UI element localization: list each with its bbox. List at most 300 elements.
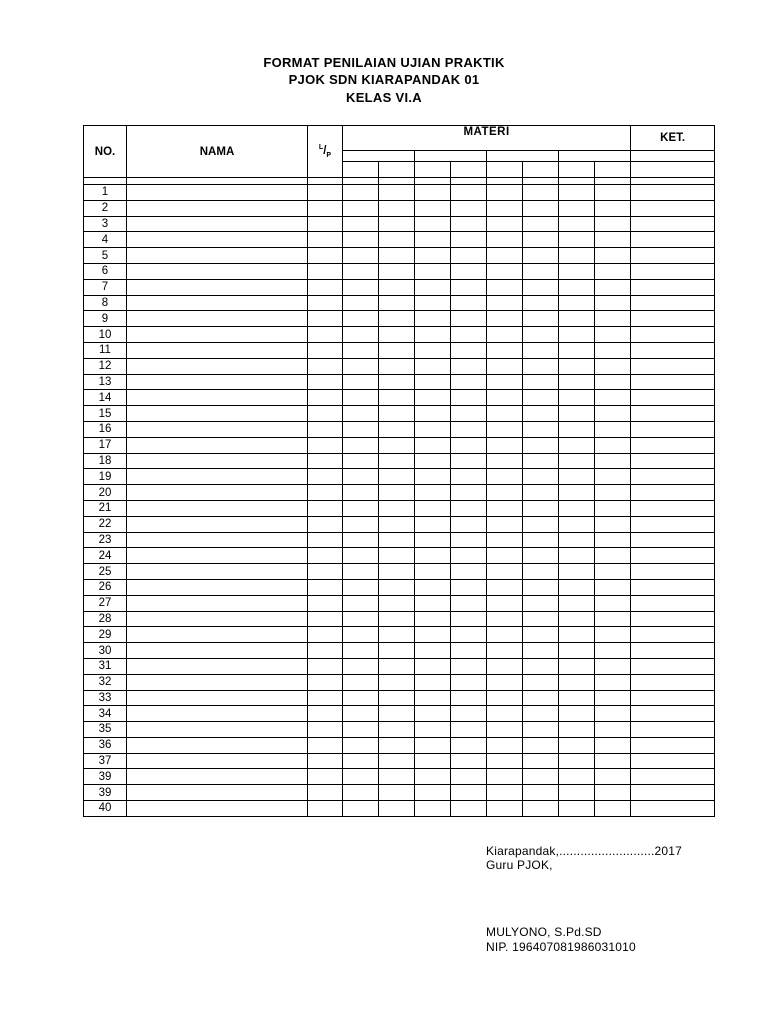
score-cell[interactable] [595,311,631,327]
score-cell[interactable] [415,722,451,738]
score-cell[interactable] [523,516,559,532]
gender-cell[interactable] [308,295,343,311]
name-cell[interactable] [127,737,308,753]
score-cell[interactable] [523,753,559,769]
score-cell[interactable] [379,674,415,690]
score-cell[interactable] [595,595,631,611]
score-cell[interactable] [343,595,379,611]
score-cell[interactable] [559,706,595,722]
score-cell[interactable] [379,548,415,564]
gender-cell[interactable] [308,263,343,279]
score-cell[interactable] [559,564,595,580]
score-cell[interactable] [595,216,631,232]
score-cell[interactable] [379,216,415,232]
name-cell[interactable] [127,185,308,201]
score-cell[interactable] [523,658,559,674]
score-cell[interactable] [451,453,487,469]
ket-cell[interactable] [631,690,715,706]
score-cell[interactable] [523,769,559,785]
gender-cell[interactable] [308,390,343,406]
score-cell[interactable] [487,753,523,769]
gender-cell[interactable] [308,627,343,643]
score-cell[interactable] [451,248,487,264]
score-cell[interactable] [487,390,523,406]
score-cell[interactable] [559,595,595,611]
score-cell[interactable] [379,437,415,453]
ket-cell[interactable] [631,216,715,232]
score-cell[interactable] [523,421,559,437]
ket-cell[interactable] [631,611,715,627]
score-cell[interactable] [523,327,559,343]
name-cell[interactable] [127,406,308,422]
score-cell[interactable] [523,674,559,690]
name-cell[interactable] [127,232,308,248]
score-cell[interactable] [559,785,595,801]
score-cell[interactable] [559,216,595,232]
score-cell[interactable] [559,327,595,343]
ket-cell[interactable] [631,500,715,516]
score-cell[interactable] [415,232,451,248]
name-cell[interactable] [127,690,308,706]
score-cell[interactable] [487,374,523,390]
gender-cell[interactable] [308,643,343,659]
score-cell[interactable] [487,185,523,201]
score-cell[interactable] [415,327,451,343]
score-cell[interactable] [379,453,415,469]
score-cell[interactable] [487,690,523,706]
score-cell[interactable] [559,185,595,201]
score-cell[interactable] [595,500,631,516]
name-cell[interactable] [127,532,308,548]
score-cell[interactable] [415,753,451,769]
score-cell[interactable] [343,453,379,469]
score-cell[interactable] [523,595,559,611]
score-cell[interactable] [523,216,559,232]
score-cell[interactable] [523,706,559,722]
score-cell[interactable] [343,627,379,643]
score-cell[interactable] [379,327,415,343]
score-cell[interactable] [451,611,487,627]
name-cell[interactable] [127,500,308,516]
gender-cell[interactable] [308,579,343,595]
score-cell[interactable] [415,516,451,532]
score-cell[interactable] [343,611,379,627]
score-cell[interactable] [559,358,595,374]
gender-cell[interactable] [308,469,343,485]
score-cell[interactable] [379,406,415,422]
score-cell[interactable] [415,706,451,722]
score-cell[interactable] [559,485,595,501]
gender-cell[interactable] [308,311,343,327]
score-cell[interactable] [343,801,379,817]
score-cell[interactable] [523,785,559,801]
name-cell[interactable] [127,753,308,769]
score-cell[interactable] [415,437,451,453]
score-cell[interactable] [559,579,595,595]
score-cell[interactable] [559,548,595,564]
ket-cell[interactable] [631,279,715,295]
gender-cell[interactable] [308,358,343,374]
score-cell[interactable] [379,595,415,611]
score-cell[interactable] [415,500,451,516]
score-cell[interactable] [487,485,523,501]
score-cell[interactable] [451,263,487,279]
score-cell[interactable] [559,421,595,437]
score-cell[interactable] [487,295,523,311]
ket-cell[interactable] [631,437,715,453]
score-cell[interactable] [487,801,523,817]
score-cell[interactable] [343,643,379,659]
score-cell[interactable] [559,279,595,295]
score-cell[interactable] [379,722,415,738]
score-cell[interactable] [595,263,631,279]
score-cell[interactable] [595,437,631,453]
score-cell[interactable] [415,421,451,437]
score-cell[interactable] [595,532,631,548]
score-cell[interactable] [343,358,379,374]
name-cell[interactable] [127,801,308,817]
score-cell[interactable] [451,327,487,343]
score-cell[interactable] [523,342,559,358]
gender-cell[interactable] [308,785,343,801]
score-cell[interactable] [379,500,415,516]
score-cell[interactable] [343,785,379,801]
score-cell[interactable] [523,358,559,374]
score-cell[interactable] [487,216,523,232]
score-cell[interactable] [487,437,523,453]
gender-cell[interactable] [308,216,343,232]
score-cell[interactable] [415,279,451,295]
gender-cell[interactable] [308,658,343,674]
score-cell[interactable] [595,232,631,248]
score-cell[interactable] [415,295,451,311]
score-cell[interactable] [379,658,415,674]
score-cell[interactable] [451,342,487,358]
score-cell[interactable] [523,722,559,738]
score-cell[interactable] [343,185,379,201]
gender-cell[interactable] [308,421,343,437]
score-cell[interactable] [451,216,487,232]
gender-cell[interactable] [308,232,343,248]
score-cell[interactable] [379,627,415,643]
score-cell[interactable] [379,469,415,485]
score-cell[interactable] [523,611,559,627]
score-cell[interactable] [487,564,523,580]
gender-cell[interactable] [308,374,343,390]
gender-cell[interactable] [308,674,343,690]
score-cell[interactable] [343,500,379,516]
score-cell[interactable] [487,232,523,248]
score-cell[interactable] [487,627,523,643]
score-cell[interactable] [379,643,415,659]
name-cell[interactable] [127,485,308,501]
score-cell[interactable] [523,485,559,501]
score-cell[interactable] [451,374,487,390]
ket-cell[interactable] [631,485,715,501]
score-cell[interactable] [595,516,631,532]
score-cell[interactable] [559,295,595,311]
score-cell[interactable] [451,801,487,817]
score-cell[interactable] [451,627,487,643]
score-cell[interactable] [595,674,631,690]
score-cell[interactable] [415,548,451,564]
score-cell[interactable] [595,801,631,817]
score-cell[interactable] [559,374,595,390]
score-cell[interactable] [415,374,451,390]
score-cell[interactable] [451,674,487,690]
gender-cell[interactable] [308,690,343,706]
gender-cell[interactable] [308,753,343,769]
name-cell[interactable] [127,358,308,374]
score-cell[interactable] [487,406,523,422]
score-cell[interactable] [487,200,523,216]
score-cell[interactable] [415,200,451,216]
name-cell[interactable] [127,579,308,595]
score-cell[interactable] [451,485,487,501]
score-cell[interactable] [415,342,451,358]
score-cell[interactable] [559,406,595,422]
score-cell[interactable] [379,706,415,722]
ket-cell[interactable] [631,643,715,659]
name-cell[interactable] [127,785,308,801]
score-cell[interactable] [379,753,415,769]
score-cell[interactable] [523,453,559,469]
score-cell[interactable] [451,579,487,595]
score-cell[interactable] [343,722,379,738]
name-cell[interactable] [127,643,308,659]
score-cell[interactable] [487,279,523,295]
ket-cell[interactable] [631,469,715,485]
score-cell[interactable] [487,579,523,595]
score-cell[interactable] [523,263,559,279]
score-cell[interactable] [595,485,631,501]
gender-cell[interactable] [308,437,343,453]
score-cell[interactable] [415,358,451,374]
score-cell[interactable] [343,485,379,501]
score-cell[interactable] [451,279,487,295]
score-cell[interactable] [487,358,523,374]
score-cell[interactable] [595,658,631,674]
score-cell[interactable] [595,406,631,422]
score-cell[interactable] [523,232,559,248]
score-cell[interactable] [595,453,631,469]
score-cell[interactable] [559,232,595,248]
score-cell[interactable] [559,311,595,327]
score-cell[interactable] [487,342,523,358]
gender-cell[interactable] [308,737,343,753]
score-cell[interactable] [559,643,595,659]
score-cell[interactable] [451,753,487,769]
score-cell[interactable] [559,627,595,643]
score-cell[interactable] [415,406,451,422]
score-cell[interactable] [487,548,523,564]
score-cell[interactable] [343,690,379,706]
name-cell[interactable] [127,311,308,327]
score-cell[interactable] [595,706,631,722]
score-cell[interactable] [559,737,595,753]
score-cell[interactable] [343,564,379,580]
ket-cell[interactable] [631,390,715,406]
name-cell[interactable] [127,295,308,311]
score-cell[interactable] [379,516,415,532]
score-cell[interactable] [415,674,451,690]
score-cell[interactable] [487,421,523,437]
name-cell[interactable] [127,327,308,343]
score-cell[interactable] [523,200,559,216]
score-cell[interactable] [343,216,379,232]
score-cell[interactable] [559,200,595,216]
score-cell[interactable] [559,690,595,706]
score-cell[interactable] [379,279,415,295]
score-cell[interactable] [451,706,487,722]
ket-cell[interactable] [631,342,715,358]
ket-cell[interactable] [631,311,715,327]
name-cell[interactable] [127,390,308,406]
gender-cell[interactable] [308,200,343,216]
score-cell[interactable] [523,627,559,643]
score-cell[interactable] [559,753,595,769]
score-cell[interactable] [379,485,415,501]
ket-cell[interactable] [631,753,715,769]
score-cell[interactable] [451,232,487,248]
score-cell[interactable] [559,611,595,627]
score-cell[interactable] [415,595,451,611]
score-cell[interactable] [343,548,379,564]
score-cell[interactable] [343,390,379,406]
score-cell[interactable] [559,722,595,738]
ket-cell[interactable] [631,358,715,374]
score-cell[interactable] [451,785,487,801]
score-cell[interactable] [379,785,415,801]
score-cell[interactable] [523,579,559,595]
score-cell[interactable] [523,801,559,817]
name-cell[interactable] [127,674,308,690]
score-cell[interactable] [379,737,415,753]
score-cell[interactable] [487,263,523,279]
score-cell[interactable] [451,737,487,753]
name-cell[interactable] [127,453,308,469]
name-cell[interactable] [127,611,308,627]
score-cell[interactable] [451,548,487,564]
name-cell[interactable] [127,421,308,437]
score-cell[interactable] [523,469,559,485]
ket-cell[interactable] [631,406,715,422]
score-cell[interactable] [451,643,487,659]
ket-cell[interactable] [631,295,715,311]
score-cell[interactable] [595,358,631,374]
score-cell[interactable] [415,263,451,279]
score-cell[interactable] [523,295,559,311]
score-cell[interactable] [595,690,631,706]
score-cell[interactable] [595,200,631,216]
ket-cell[interactable] [631,421,715,437]
score-cell[interactable] [523,248,559,264]
score-cell[interactable] [487,500,523,516]
score-cell[interactable] [451,295,487,311]
score-cell[interactable] [343,753,379,769]
score-cell[interactable] [415,248,451,264]
score-cell[interactable] [451,722,487,738]
score-cell[interactable] [487,595,523,611]
score-cell[interactable] [343,200,379,216]
name-cell[interactable] [127,627,308,643]
ket-cell[interactable] [631,248,715,264]
gender-cell[interactable] [308,722,343,738]
score-cell[interactable] [343,327,379,343]
score-cell[interactable] [595,769,631,785]
score-cell[interactable] [451,516,487,532]
gender-cell[interactable] [308,532,343,548]
score-cell[interactable] [415,564,451,580]
score-cell[interactable] [595,579,631,595]
ket-cell[interactable] [631,722,715,738]
name-cell[interactable] [127,200,308,216]
ket-cell[interactable] [631,785,715,801]
gender-cell[interactable] [308,485,343,501]
score-cell[interactable] [415,785,451,801]
score-cell[interactable] [595,785,631,801]
score-cell[interactable] [379,421,415,437]
score-cell[interactable] [523,185,559,201]
score-cell[interactable] [595,421,631,437]
score-cell[interactable] [523,643,559,659]
name-cell[interactable] [127,374,308,390]
gender-cell[interactable] [308,769,343,785]
name-cell[interactable] [127,248,308,264]
score-cell[interactable] [415,469,451,485]
score-cell[interactable] [451,690,487,706]
score-cell[interactable] [415,769,451,785]
score-cell[interactable] [451,311,487,327]
score-cell[interactable] [559,263,595,279]
score-cell[interactable] [415,453,451,469]
score-cell[interactable] [559,469,595,485]
score-cell[interactable] [595,737,631,753]
ket-cell[interactable] [631,374,715,390]
ket-cell[interactable] [631,658,715,674]
ket-cell[interactable] [631,453,715,469]
score-cell[interactable] [379,769,415,785]
score-cell[interactable] [415,690,451,706]
score-cell[interactable] [487,248,523,264]
score-cell[interactable] [523,500,559,516]
name-cell[interactable] [127,706,308,722]
score-cell[interactable] [523,437,559,453]
score-cell[interactable] [487,643,523,659]
score-cell[interactable] [379,579,415,595]
score-cell[interactable] [343,579,379,595]
score-cell[interactable] [379,311,415,327]
score-cell[interactable] [487,311,523,327]
name-cell[interactable] [127,769,308,785]
gender-cell[interactable] [308,611,343,627]
score-cell[interactable] [487,737,523,753]
score-cell[interactable] [523,737,559,753]
score-cell[interactable] [379,358,415,374]
score-cell[interactable] [343,374,379,390]
ket-cell[interactable] [631,674,715,690]
score-cell[interactable] [595,374,631,390]
gender-cell[interactable] [308,342,343,358]
ket-cell[interactable] [631,579,715,595]
ket-cell[interactable] [631,564,715,580]
score-cell[interactable] [415,311,451,327]
score-cell[interactable] [595,327,631,343]
name-cell[interactable] [127,263,308,279]
score-cell[interactable] [379,690,415,706]
score-cell[interactable] [415,627,451,643]
score-cell[interactable] [559,516,595,532]
